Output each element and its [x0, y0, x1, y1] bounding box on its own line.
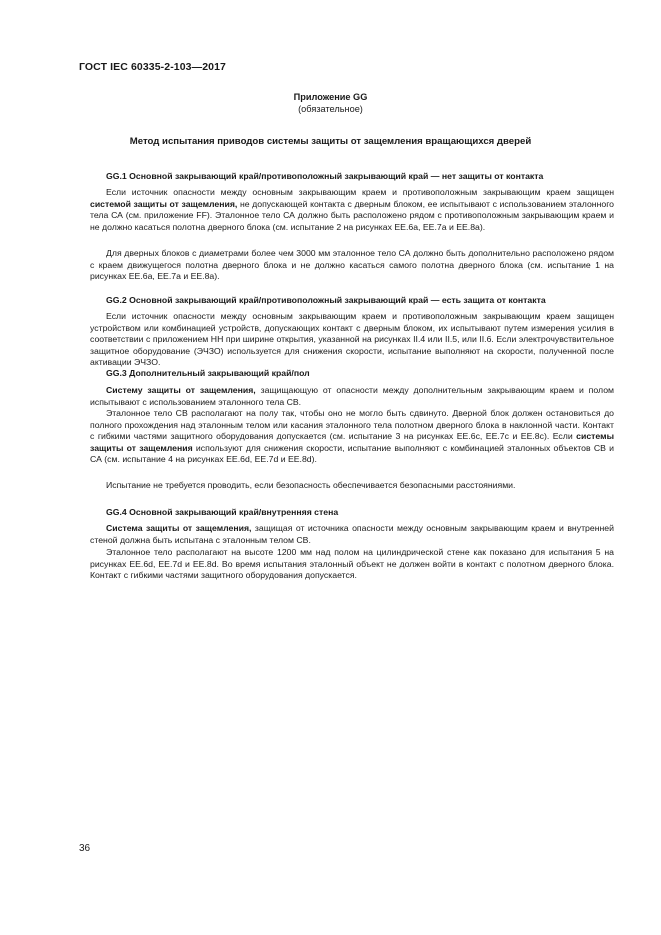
- term-bold: системой защиты от защемления,: [90, 198, 238, 209]
- text-run: защищая от источника опасности между основным закрывающим краем и внутренней стеной должна быть испытана с эталонным телом СВ.: [90, 523, 614, 545]
- annex-title: Приложение GG: [293, 92, 368, 102]
- paragraph-gg1-2: Для дверных блоков с диаметрами более чем 3000 мм эталонное тело СА должно быть дополнительно расположено рядом с краем движущегося полотна дверного блока и не должно касаться самого полотна дверного блока (см. испытание 1 на рисунках ЕЕ.6а, ЕЕ.7а и ЕЕ.8а).: [90, 248, 614, 282]
- paragraph-gg1-1: [90, 187, 614, 233]
- paragraph-gg4-2: Эталонное тело располагают на высоте 1200 мм над полом на цилиндрической стене как показано для испытания 5 на рисунках ЕЕ.6d, ЕЕ.7d и ЕЕ.8d. Во время испытания эталонный объект не должен войти в контакт с полотном дверного блока. Контакт с гибкими частями защитного оборудования допускается.: [90, 547, 614, 581]
- paragraph-gg3-2: [90, 408, 614, 466]
- paragraph-gg2-1: Если источник опасности между основным закрывающим краем и противоположным закрывающим краем защищен устройством или комбинацией устройств, допускающих контакт с дверным блоком, их испытывают путем измерения усилия в соответствии с приложением НН при ширине открытия, указанной на рисунках II.4 или II.5, или II.6. Если электрочувствительное защитное оборудование (ЭЧЗО) используется для снижения скорости, испытание выполняют на скорости, полученной после активации ЭЧЗО.: [90, 311, 614, 368]
- term-bold: Система защиты от защемления,: [106, 523, 252, 533]
- text-run: не допускающей контакта с дверным блоком, ее испытывают с использованием эталонного тела СА (см. приложение FF). Эталонное тело СА должно быть расположено рядом с противоположным закрывающим краем и не должно касаться полотна дверного блока (см. испытание 2 на рисунках ЕЕ.6а, ЕЕ.7а и ЕЕ.8а).: [90, 198, 615, 232]
- document-id: ГОСТ IEC 60335-2-103—2017: [79, 61, 226, 73]
- section-heading-gg2: GG.2 Основной закрывающий край/противоположный закрывающий край — есть защита от контакта: [106, 295, 546, 305]
- section-heading-gg3: GG.3 Дополнительный закрывающий край/пол: [106, 368, 310, 378]
- text-run: используют для снижения скорости, испытание выполняют с комбинацией эталонных объектов СВ и СА (см. испытание 4 на рисунках ЕЕ.6d, ЕЕ.7d и ЕЕ.8d).: [90, 442, 615, 465]
- section-heading-gg4: GG.4 Основной закрывающий край/внутренняя стена: [106, 507, 339, 517]
- section-heading-gg1: GG.1 Основной закрывающий край/противоположный закрывающий край — нет защиты от контакта: [106, 171, 544, 181]
- text-run: Если источник опасности между основным закрывающим краем и противоположным закрывающим краем защищен: [106, 187, 614, 197]
- annex-status: (обязательное): [298, 104, 363, 114]
- paragraph-gg4-1: [90, 523, 614, 546]
- main-title: Метод испытания приводов системы защиты от защемления вращающихся дверей: [129, 136, 532, 147]
- page-number: 36: [79, 843, 91, 854]
- annex-heading: [79, 91, 582, 115]
- text-run: Эталонное тело СВ располагают на полу так, чтобы оно не могло быть сдвинуто. Дверной блок должен остановиться до полного прохождения над эталонным телом или касания эталонного тела полотном дверного блока в наклонной части. Контакт с гибкими частями защитного оборудования допускается (см. испытание 3 на рисунках ЕЕ.6с, ЕЕ.7с и ЕЕ.8с). Если: [90, 408, 614, 442]
- term-bold: Систему защиты от защемления,: [106, 385, 256, 395]
- paragraph-gg3-3: Испытание не требуется проводить, если безопасность обеспечивается безопасными расстояниями.: [106, 480, 516, 490]
- term-bold: системы защиты от защемления: [90, 431, 614, 453]
- paragraph-gg3-1: [90, 385, 614, 408]
- text-run: защищающую от опасности между дополнительным закрывающим краем и полом испытывают с использованием эталонного тела СВ.: [90, 385, 615, 407]
